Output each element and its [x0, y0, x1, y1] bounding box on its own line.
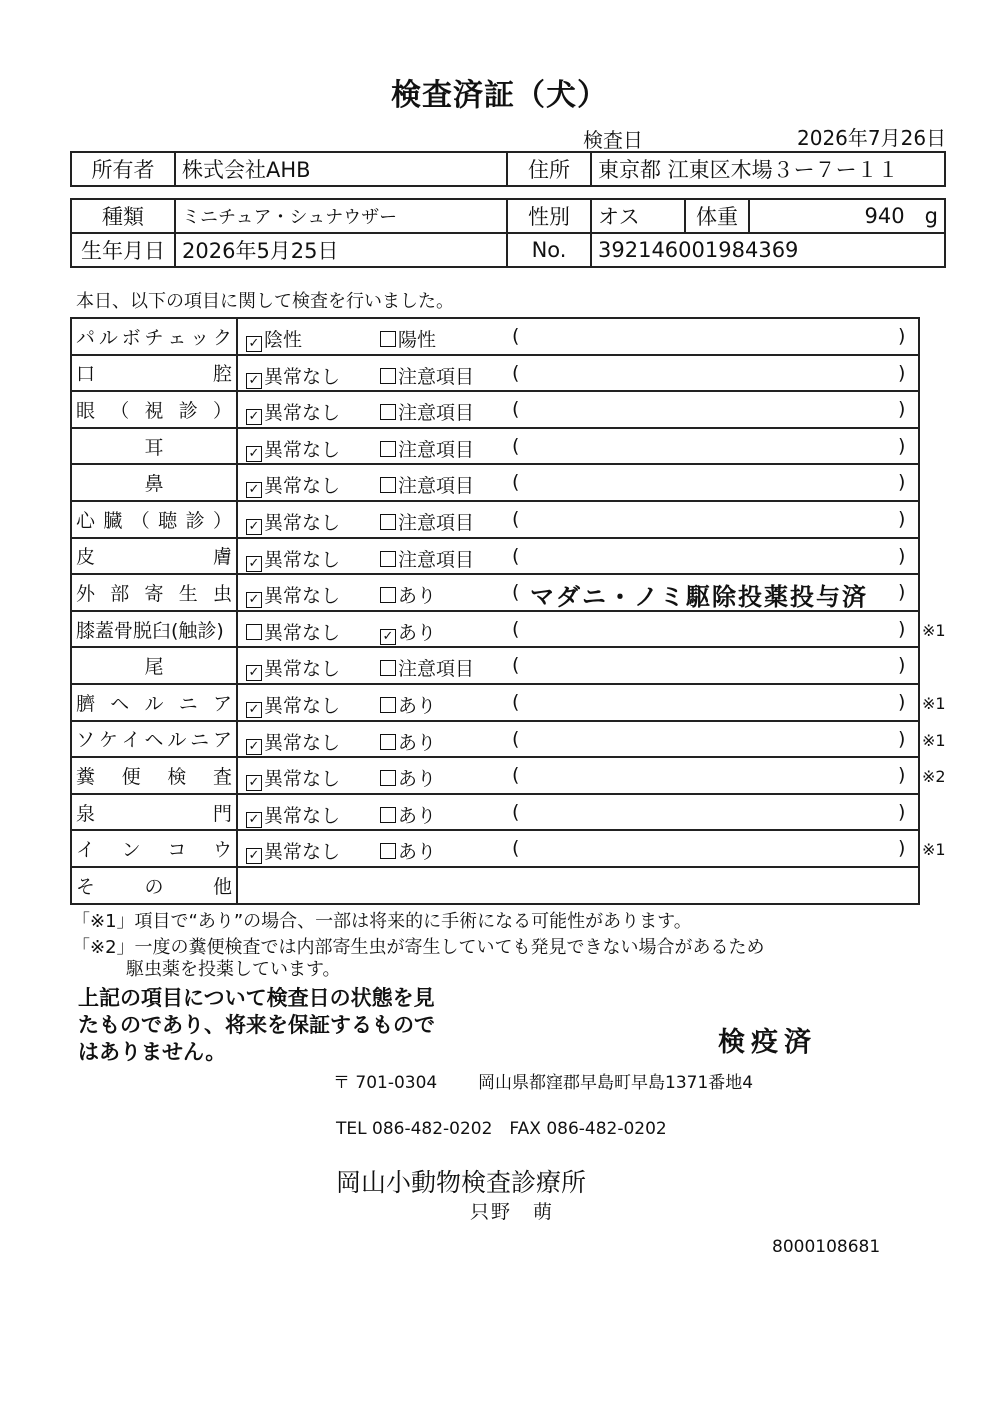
- clinic-postal-code: 〒 701-0304: [333, 1073, 438, 1093]
- option-label: 異常なし: [264, 694, 341, 717]
- owner-value: 株式会社AHB: [175, 152, 507, 186]
- sex-label: 性別: [507, 199, 591, 233]
- option-label: 注意項目: [398, 658, 475, 681]
- document-title: 検査済証（犬）: [391, 78, 608, 113]
- note-close-paren: ): [898, 398, 906, 421]
- option-finding: [380, 545, 474, 572]
- option-finding: [380, 398, 474, 425]
- checkbox-icon[interactable]: [380, 551, 396, 567]
- checked-box-icon[interactable]: ✓: [246, 739, 262, 755]
- option-label: あり: [398, 585, 437, 608]
- option-label: 注意項目: [398, 548, 475, 571]
- option-label: 異常なし: [264, 511, 341, 534]
- option-label: 注意項目: [398, 365, 475, 388]
- option-finding: [380, 508, 474, 535]
- exam-row: [72, 758, 946, 795]
- checkbox-icon[interactable]: [380, 441, 396, 457]
- option-normal: [246, 837, 340, 864]
- option-label: 注意項目: [398, 511, 475, 534]
- option-finding: [380, 362, 474, 389]
- option-label: 陽性: [398, 329, 437, 351]
- clinic-address: 岡山県都窪郡早島町早島1371番地4: [478, 1073, 754, 1093]
- checked-box-icon[interactable]: ✓: [246, 775, 262, 791]
- exam-item-name: 糞 便 検 査: [72, 758, 238, 793]
- option-label: 異常なし: [264, 658, 341, 681]
- note-open-paren: (: [512, 800, 520, 823]
- exam-row: [72, 575, 918, 612]
- option-finding: [380, 764, 436, 791]
- exam-item-name: そ の 他: [72, 868, 238, 903]
- checked-box-icon[interactable]: ✓: [380, 629, 396, 645]
- checked-box-icon[interactable]: ✓: [246, 409, 262, 425]
- owner-label: 所有者: [71, 152, 175, 186]
- number-label: No.: [507, 233, 591, 267]
- exam-row: [72, 722, 946, 759]
- option-label: 異常なし: [264, 621, 341, 644]
- checked-box-icon[interactable]: ✓: [246, 446, 262, 462]
- exam-date-label: 検査日: [583, 128, 643, 152]
- option-label: 異常なし: [264, 402, 341, 425]
- option-finding: [380, 618, 436, 645]
- note-close-paren: ): [898, 434, 906, 457]
- option-label: あり: [398, 804, 437, 827]
- exam-item-name: 心 臓 （ 聴 診 ）: [72, 502, 238, 537]
- exam-item-name: 口 腔: [72, 356, 238, 391]
- veterinarian-name: 只野 萌: [470, 1201, 555, 1223]
- clinic-phone: TEL 086-482-0202 FAX 086-482-0202: [336, 1119, 667, 1139]
- checkbox-icon[interactable]: [380, 697, 396, 713]
- exam-row: [72, 612, 946, 649]
- checkbox-icon[interactable]: [380, 514, 396, 530]
- note-open-paren: (: [512, 581, 520, 604]
- checkbox-icon[interactable]: [380, 477, 396, 493]
- exam-item-name: 臍 ヘ ル ニ ア: [72, 685, 238, 720]
- note-close-paren: ): [898, 544, 906, 567]
- quarantine-stamp: 検疫済: [718, 1027, 817, 1058]
- sex-value: オス: [591, 199, 685, 233]
- note-close-paren: ): [898, 800, 906, 823]
- checkbox-icon[interactable]: [380, 331, 396, 347]
- checked-box-icon[interactable]: ✓: [246, 519, 262, 535]
- note-open-paren: (: [512, 764, 520, 787]
- note-close-paren: ): [898, 654, 906, 677]
- option-normal: [246, 691, 340, 718]
- exam-item-name: イ ン コ ウ: [72, 831, 238, 866]
- weight-value: 940: [864, 204, 905, 228]
- exam-row: [72, 795, 918, 832]
- checked-box-icon[interactable]: ✓: [246, 373, 262, 389]
- option-normal: [246, 545, 340, 572]
- exam-row: [72, 502, 918, 539]
- exam-item-name: パ ル ボ チ ェ ッ ク: [72, 319, 238, 354]
- checked-box-icon[interactable]: ✓: [246, 702, 262, 718]
- checked-box-icon[interactable]: ✓: [246, 848, 262, 864]
- breed-label: 種類: [71, 199, 175, 233]
- option-label: 異常なし: [264, 731, 341, 754]
- option-label: あり: [398, 621, 437, 644]
- exam-item-name: 鼻: [72, 465, 238, 500]
- option-label: 注意項目: [398, 475, 475, 498]
- note-close-paren: ): [898, 617, 906, 640]
- breed-value: ミニチュア・シュナウザー: [175, 199, 507, 233]
- footnote-reference: ※1: [922, 730, 946, 750]
- note-close-paren: ): [898, 325, 906, 347]
- birthdate-label: 生年月日: [71, 233, 175, 267]
- checkbox-icon[interactable]: [246, 624, 262, 640]
- note-close-paren: ): [898, 507, 906, 530]
- footnote-reference: ※1: [922, 693, 946, 713]
- note-close-paren: ): [898, 837, 906, 860]
- exam-row: [72, 356, 918, 393]
- checkbox-icon[interactable]: [380, 404, 396, 420]
- exam-row: [72, 319, 918, 356]
- note-open-paren: (: [512, 690, 520, 713]
- footnote-reference: ※2: [922, 767, 946, 787]
- exam-item-name: 耳: [72, 429, 238, 464]
- option-finding: [380, 837, 436, 864]
- checkbox-icon[interactable]: [380, 734, 396, 750]
- option-finding: [380, 435, 474, 462]
- exam-row: [72, 465, 918, 502]
- option-finding: [380, 325, 436, 352]
- note-open-paren: (: [512, 544, 520, 567]
- checked-box-icon[interactable]: ✓: [246, 592, 262, 608]
- note-open-paren: (: [512, 398, 520, 421]
- option-normal: [246, 728, 340, 755]
- disclaimer: 上記の項目について検査日の状態を見たものであり、将来を保証するものではありません。: [78, 986, 435, 1064]
- note-open-paren: (: [512, 361, 520, 384]
- checkbox-icon[interactable]: [380, 368, 396, 384]
- exam-row: [72, 831, 946, 868]
- footnote-2-continued: 駆虫薬を投薬しています。: [126, 959, 341, 980]
- option-finding: [380, 581, 436, 608]
- option-normal: [246, 801, 340, 828]
- note-open-paren: (: [512, 507, 520, 530]
- number-value: 392146001984369: [591, 233, 945, 267]
- option-normal: [246, 471, 340, 498]
- option-label: 異常なし: [264, 475, 341, 498]
- option-normal: [246, 398, 340, 425]
- footnote-reference: ※1: [922, 620, 946, 640]
- option-label: 注意項目: [398, 438, 475, 461]
- checked-box-icon[interactable]: ✓: [246, 812, 262, 828]
- checked-box-icon[interactable]: ✓: [246, 556, 262, 572]
- option-finding: [380, 728, 436, 755]
- footnote-2: 「※2」一度の糞便検査では内部寄生虫が寄生していても発見できない場合があるため: [72, 937, 765, 958]
- checkbox-icon[interactable]: [380, 660, 396, 676]
- option-normal: [246, 362, 340, 389]
- option-normal: [246, 581, 340, 608]
- note-close-paren: ): [898, 727, 906, 750]
- exam-row: [72, 429, 918, 466]
- option-label: 陰性: [264, 329, 303, 351]
- exam-date-value: 2026年7月26日: [797, 126, 947, 150]
- note-close-paren: ): [898, 361, 906, 384]
- option-normal: [246, 654, 340, 681]
- note-open-paren: (: [512, 654, 520, 677]
- animal-table: [70, 198, 946, 268]
- option-label: 異常なし: [264, 438, 341, 461]
- exam-row: [72, 685, 946, 722]
- option-label: 異常なし: [264, 804, 341, 827]
- checkbox-icon[interactable]: [380, 843, 396, 859]
- exam-item-name: 膝蓋骨脱臼(触診): [72, 612, 238, 647]
- exam-row: [72, 392, 918, 429]
- weight-label: 体重: [685, 199, 749, 233]
- exam-item-name: ソ ケ イ ヘ ル ニ ア: [72, 722, 238, 757]
- exam-items-table: [70, 317, 946, 905]
- note-close-paren: ): [898, 690, 906, 713]
- weight-unit: g: [924, 204, 938, 228]
- footnote-reference: ※1: [922, 840, 946, 860]
- option-normal: [246, 618, 340, 645]
- option-normal: [246, 325, 302, 352]
- address-value: 東京都 江東区木場３ー７ー１１: [591, 152, 945, 186]
- option-label: 異常なし: [264, 365, 341, 388]
- exam-item-name: 尾: [72, 648, 238, 683]
- option-normal: [246, 508, 340, 535]
- note-open-paren: (: [512, 837, 520, 860]
- exam-item-name: 泉 門: [72, 795, 238, 830]
- footnote-1: 「※1」項目で“あり”の場合、一部は将来的に手術になる可能性があります。: [72, 911, 692, 932]
- checkbox-icon[interactable]: [380, 587, 396, 603]
- address-label: 住所: [507, 152, 591, 186]
- option-label: 異常なし: [264, 585, 341, 608]
- note-close-paren: ): [898, 581, 906, 604]
- exam-row: [72, 648, 918, 685]
- checked-box-icon[interactable]: ✓: [246, 336, 262, 352]
- checkbox-icon[interactable]: [380, 770, 396, 786]
- serial-number: 8000108681: [772, 1237, 881, 1257]
- option-label: 異常なし: [264, 768, 341, 791]
- note-close-paren: ): [898, 764, 906, 787]
- intro-text: 本日、以下の項目に関して検査を行いました。: [76, 291, 454, 312]
- option-label: 注意項目: [398, 402, 475, 425]
- option-normal: [246, 435, 340, 462]
- checked-box-icon[interactable]: ✓: [246, 665, 262, 681]
- exam-row: [72, 539, 918, 576]
- exam-item-name: 皮 膚: [72, 539, 238, 574]
- option-finding: [380, 471, 474, 498]
- weight-cell: [749, 199, 945, 233]
- exam-row: [72, 868, 918, 905]
- note-open-paren: (: [512, 434, 520, 457]
- option-finding: [380, 801, 436, 828]
- option-label: あり: [398, 731, 437, 754]
- option-normal: [246, 764, 340, 791]
- note-open-paren: (: [512, 471, 520, 494]
- option-label: 異常なし: [264, 548, 341, 571]
- exam-note: マダニ・ノミ駆除投薬投与済: [530, 583, 868, 612]
- exam-item-name: 外 部 寄 生 虫: [72, 575, 238, 610]
- clinic-name: 岡山小動物検査診療所: [336, 1168, 587, 1197]
- option-finding: [380, 654, 474, 681]
- checkbox-icon[interactable]: [380, 807, 396, 823]
- exam-item-name: 眼 （ 視 診 ）: [72, 392, 238, 427]
- option-label: 異常なし: [264, 841, 341, 864]
- option-label: あり: [398, 768, 437, 791]
- note-open-paren: (: [512, 617, 520, 640]
- birthdate-value: 2026年5月25日: [175, 233, 507, 267]
- owner-table: [70, 151, 946, 187]
- note-open-paren: (: [512, 325, 520, 347]
- note-open-paren: (: [512, 727, 520, 750]
- checked-box-icon[interactable]: ✓: [246, 482, 262, 498]
- note-close-paren: ): [898, 471, 906, 494]
- option-label: あり: [398, 694, 437, 717]
- option-label: あり: [398, 841, 437, 864]
- option-finding: [380, 691, 436, 718]
